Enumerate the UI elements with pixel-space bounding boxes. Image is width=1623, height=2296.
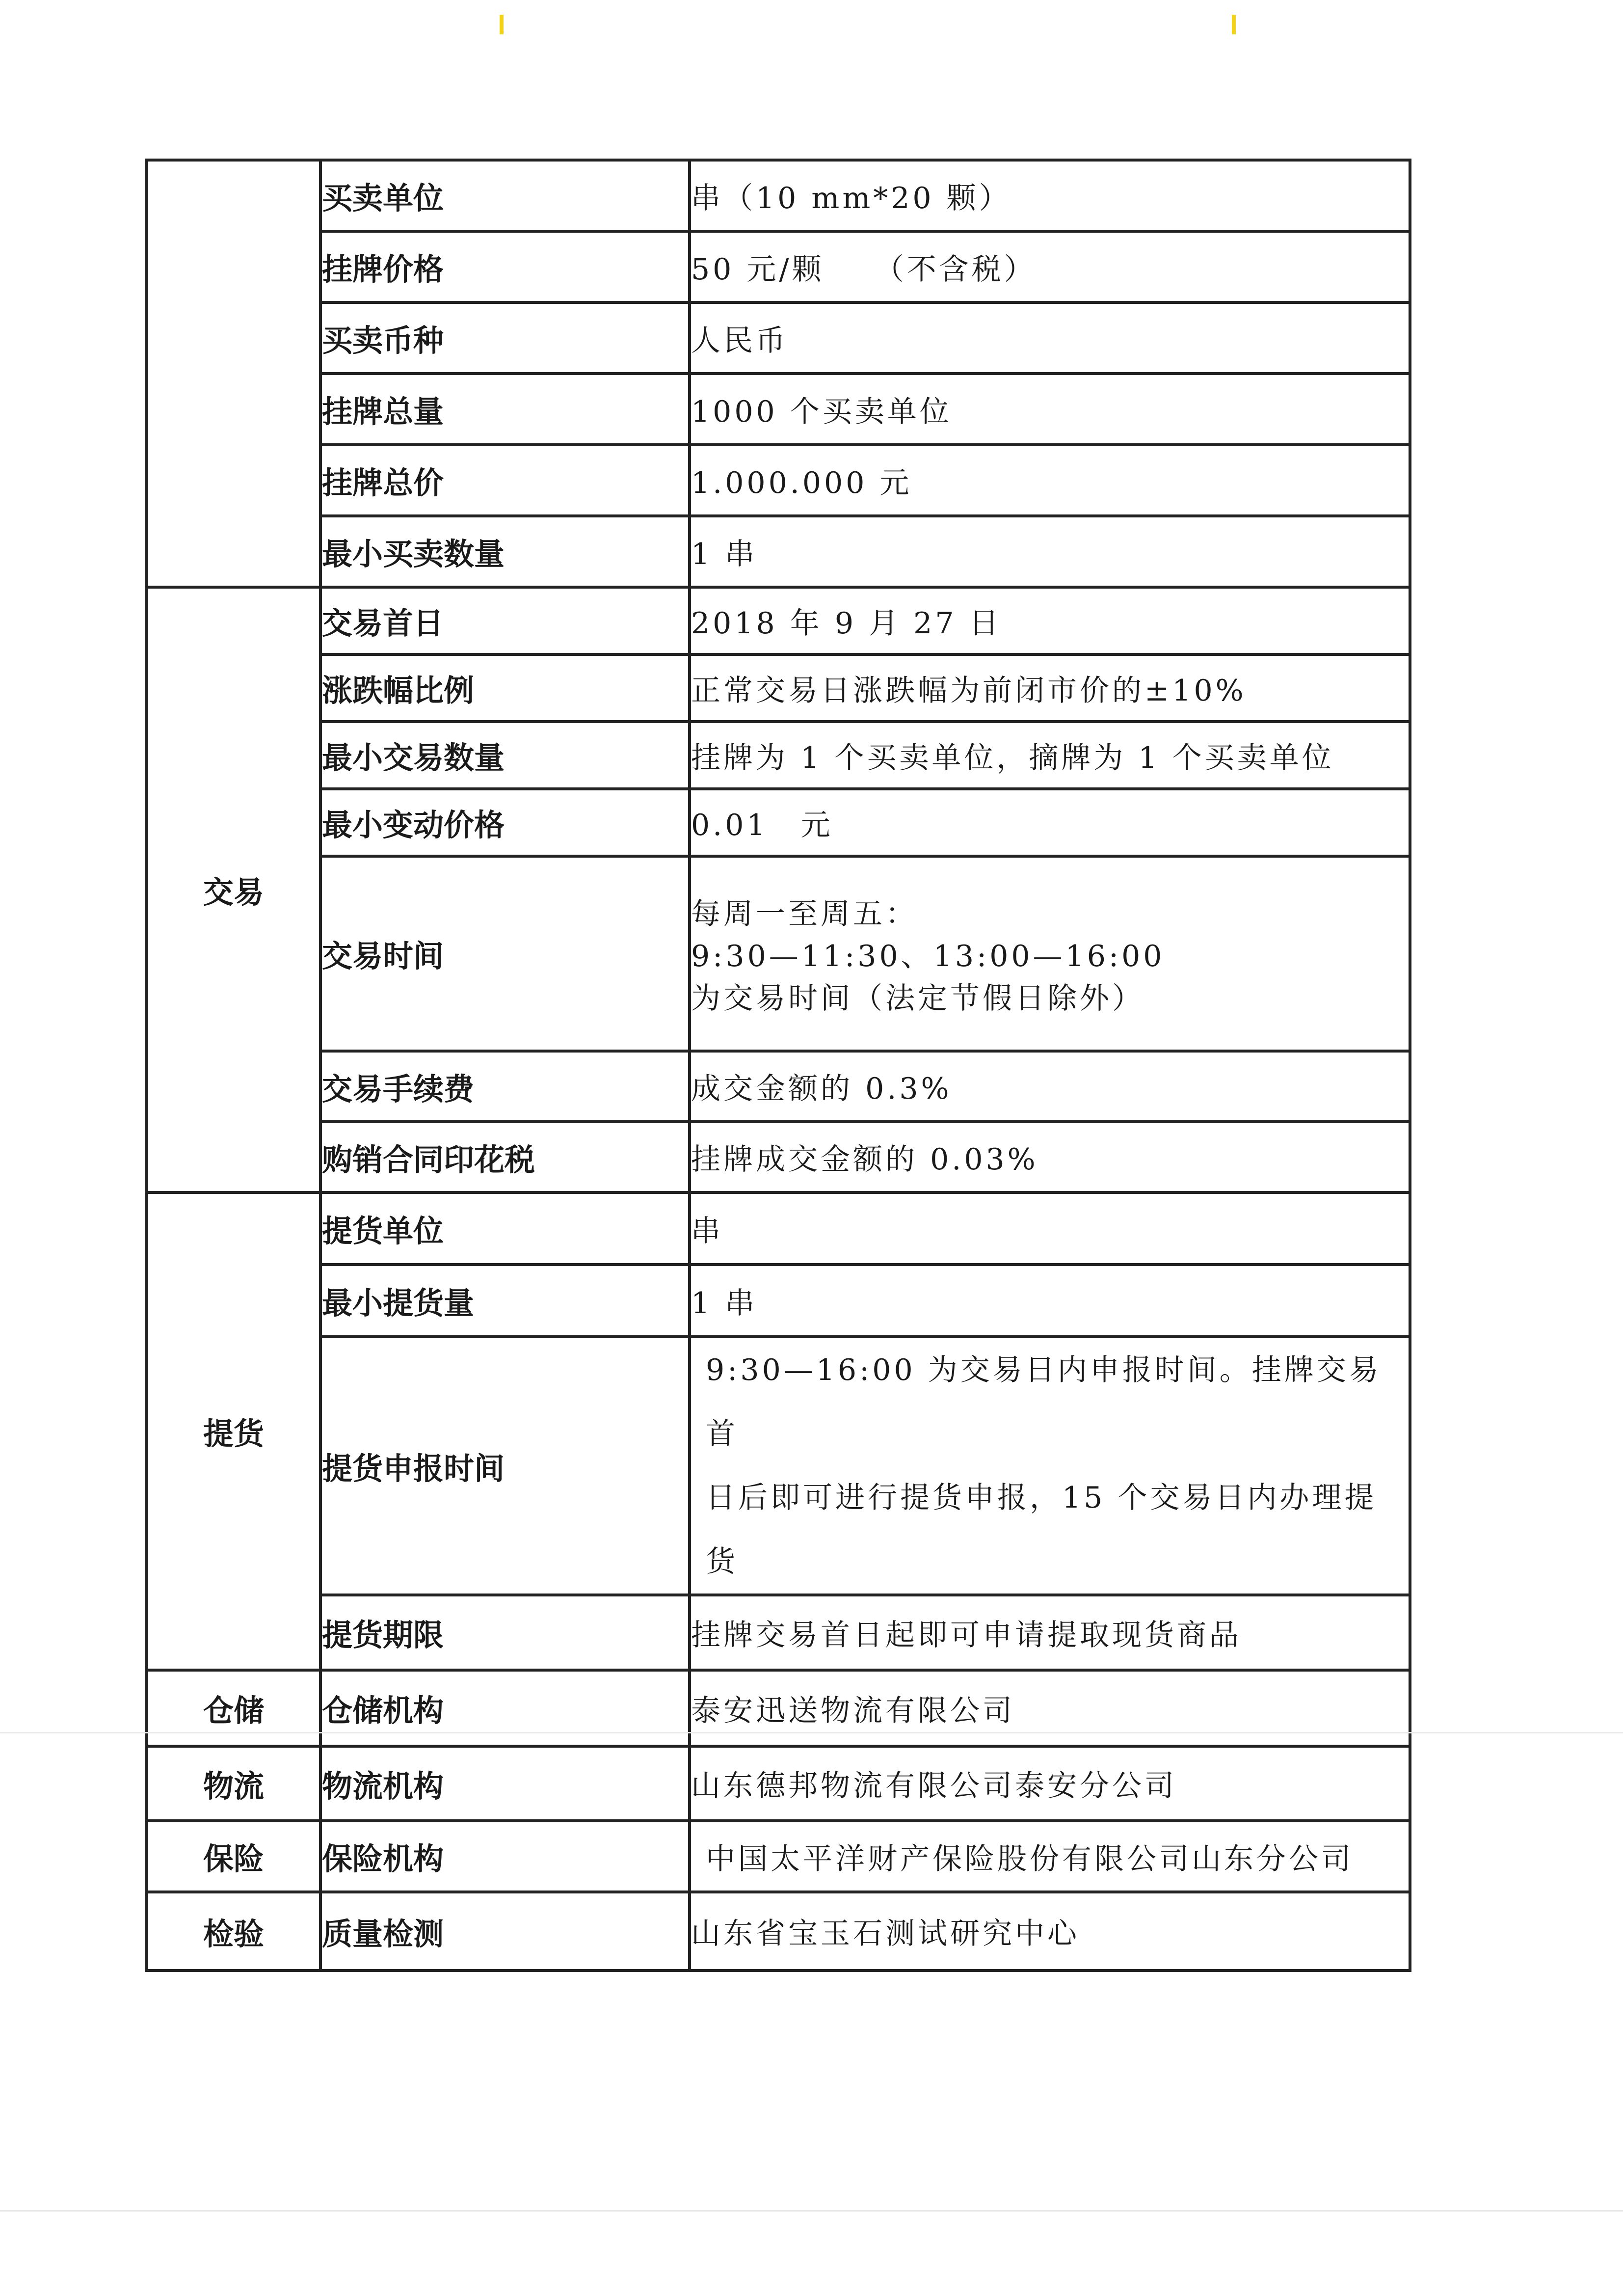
category-cell-delivery: 提货 (147, 1192, 320, 1670)
row-value: 挂牌成交金额的 0.03% (690, 1122, 1410, 1192)
row-value: 人民币 (690, 302, 1410, 374)
row-value: 1 串 (690, 516, 1410, 587)
row-label: 保险机构 (320, 1821, 690, 1892)
category-cell-insurance: 保险 (147, 1821, 320, 1892)
row-label: 提货申报时间 (320, 1337, 690, 1595)
row-label: 最小变动价格 (320, 789, 690, 856)
table-row (147, 1892, 1410, 1971)
row-value: 50 元/颗 （不含税） (690, 231, 1410, 302)
table-row (147, 722, 1410, 789)
table-row (147, 1192, 1410, 1265)
row-label: 买卖单位 (320, 160, 690, 231)
row-value: 1.000.000 元 (690, 445, 1410, 516)
row-value-multiline (690, 856, 1410, 1051)
table-row (147, 789, 1410, 856)
row-label: 买卖币种 (320, 302, 690, 374)
category-cell-empty (147, 160, 320, 587)
category-cell-inspection: 检验 (147, 1892, 320, 1971)
spec-table (145, 159, 1411, 1972)
row-label: 交易手续费 (320, 1051, 690, 1122)
table-row (147, 302, 1410, 374)
row-value: 1 串 (690, 1265, 1410, 1337)
row-value: 串 (690, 1192, 1410, 1265)
row-label: 质量检测 (320, 1892, 690, 1971)
scan-mark-left (500, 15, 504, 34)
row-value: 山东德邦物流有限公司泰安分公司 (690, 1746, 1410, 1821)
row-value: 山东省宝玉石测试研究中心 (690, 1892, 1410, 1971)
table-row (147, 1746, 1410, 1821)
row-label: 交易首日 (320, 587, 690, 654)
table-row (147, 856, 1410, 1051)
row-value: 挂牌为 1 个买卖单位，摘牌为 1 个买卖单位 (690, 722, 1410, 789)
row-label: 最小交易数量 (320, 722, 690, 789)
value-line: 为交易时间（法定节假日除外） (691, 981, 1144, 1016)
value-line: 每周一至周五： (691, 896, 918, 931)
row-label: 涨跌幅比例 (320, 654, 690, 722)
table-row (147, 445, 1410, 516)
row-value: 泰安迅送物流有限公司 (690, 1670, 1410, 1746)
table-row (147, 1122, 1410, 1192)
table-row (147, 231, 1410, 302)
table-row (147, 1265, 1410, 1337)
row-value: 正常交易日涨跌幅为前闭市价的±10% (690, 654, 1410, 722)
category-cell-logistics: 物流 (147, 1746, 320, 1821)
row-value: 1000 个买卖单位 (690, 374, 1410, 445)
table-row (147, 1821, 1410, 1892)
row-value: 成交金额的 0.3% (690, 1051, 1410, 1122)
value-line: 9:30—16:00 为交易日内申报时间。挂牌交易首 (706, 1353, 1382, 1451)
row-label: 挂牌总价 (320, 445, 690, 516)
row-label: 交易时间 (320, 856, 690, 1051)
row-value: 中国太平洋财产保险股份有限公司山东分公司 (690, 1821, 1410, 1892)
row-label: 购销合同印花税 (320, 1122, 690, 1192)
row-value: 挂牌交易首日起即可申请提取现货商品 (690, 1595, 1410, 1670)
row-label: 最小提货量 (320, 1265, 690, 1337)
table-row (147, 1595, 1410, 1670)
row-value-multiline (690, 1337, 1410, 1595)
row-label: 挂牌总量 (320, 374, 690, 445)
scan-artifact-line (0, 1732, 1623, 1733)
value-line: 9:30—11:30、13:00—16:00 (691, 939, 1165, 973)
scan-artifact-line (0, 2210, 1623, 2212)
table-row (147, 1337, 1410, 1595)
table-row (147, 516, 1410, 587)
category-cell-storage: 仓储 (147, 1670, 320, 1746)
table-row (147, 374, 1410, 445)
row-label: 最小买卖数量 (320, 516, 690, 587)
table-row (147, 587, 1410, 654)
row-value: 2018 年 9 月 27 日 (690, 587, 1410, 654)
table-row (147, 1670, 1410, 1746)
row-label: 提货单位 (320, 1192, 690, 1265)
row-label: 提货期限 (320, 1595, 690, 1670)
table-row (147, 654, 1410, 722)
value-line: 日后即可进行提货申报，15 个交易日内办理提货 (706, 1481, 1377, 1579)
row-value: 串（10 mm*20 颗） (690, 160, 1410, 231)
row-value: 0.01 元 (690, 789, 1410, 856)
scan-mark-right (1232, 15, 1236, 34)
row-label: 挂牌价格 (320, 231, 690, 302)
table-row (147, 1051, 1410, 1122)
category-cell-trading: 交易 (147, 587, 320, 1192)
row-label: 仓储机构 (320, 1670, 690, 1746)
table-row (147, 160, 1410, 231)
row-label: 物流机构 (320, 1746, 690, 1821)
